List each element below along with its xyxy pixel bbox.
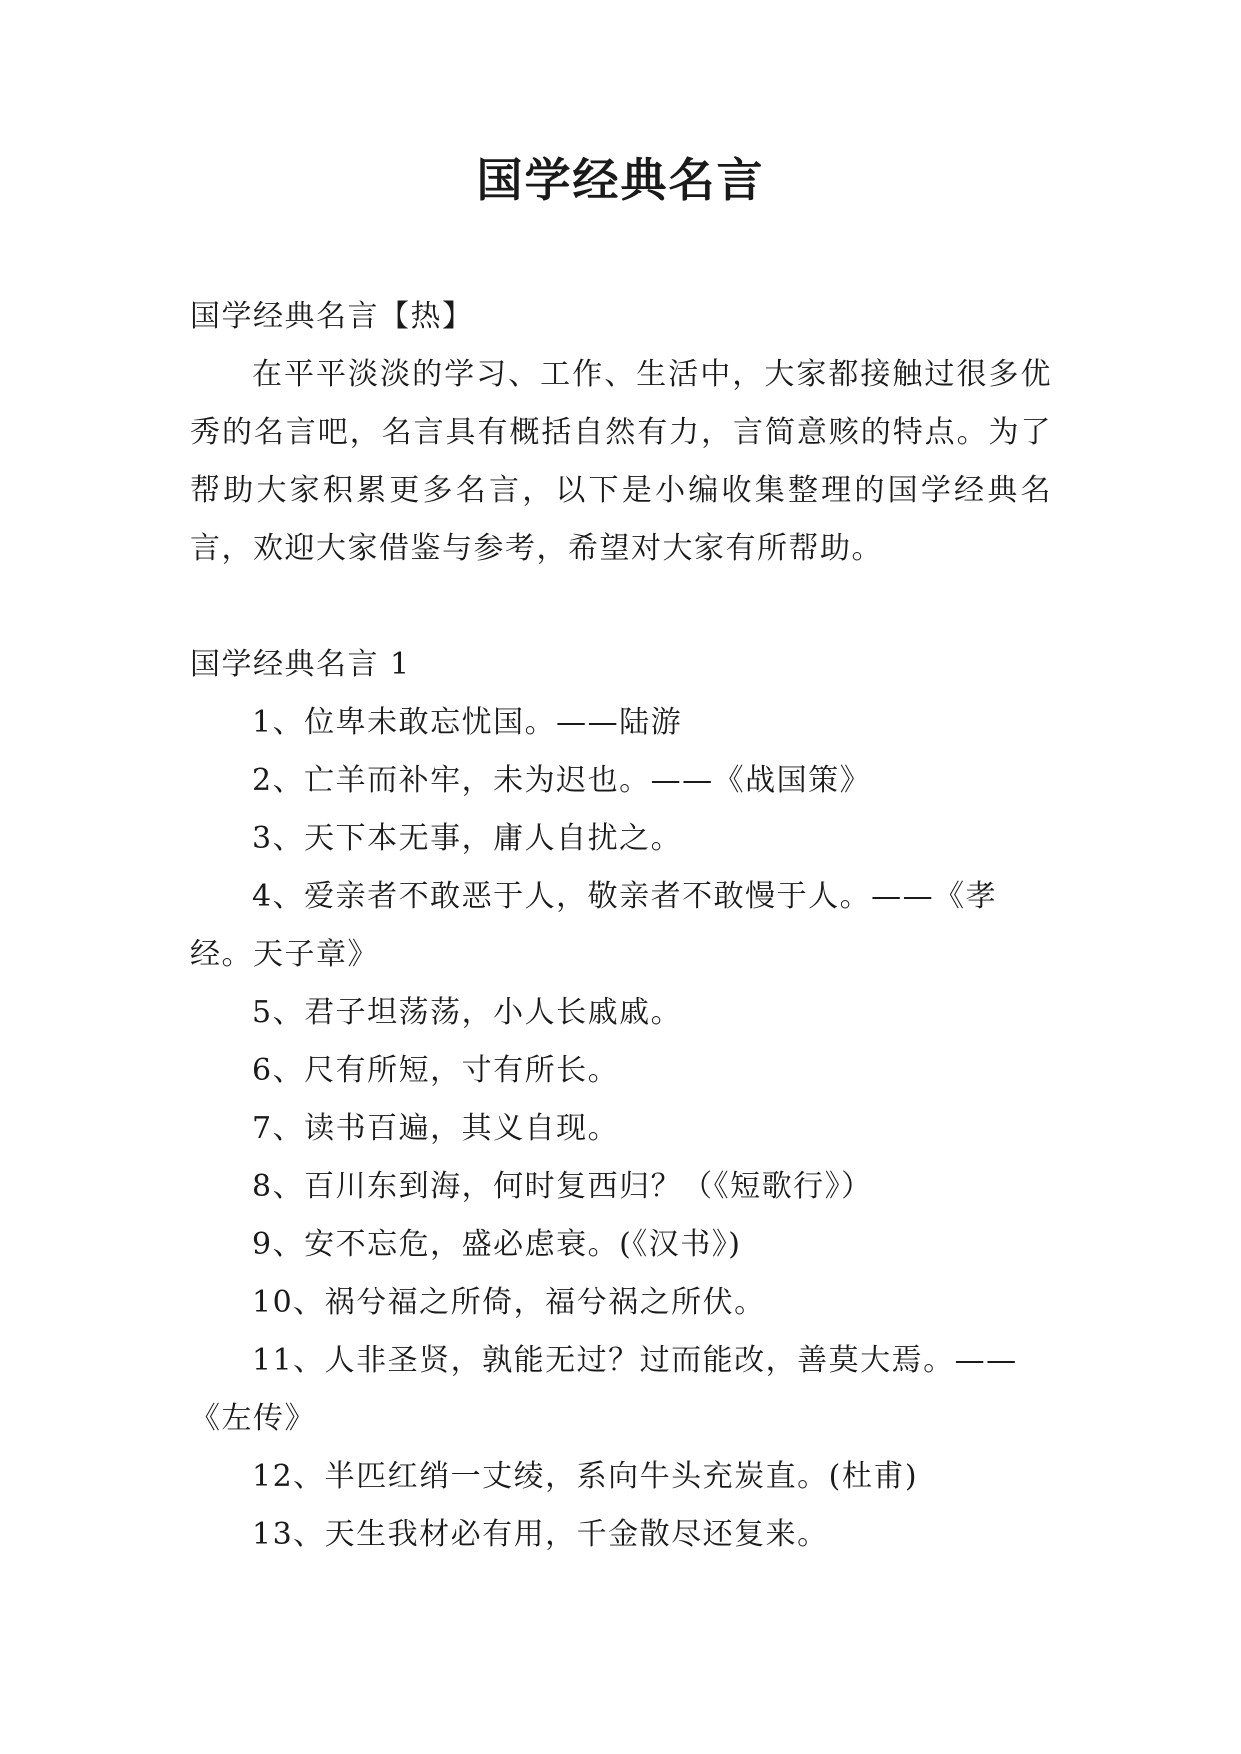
quote-item: 4、爱亲者不敢恶于人，敬亲者不敢慢于人。——《孝经。天子章》 — [190, 879, 998, 972]
quote-item: 10、祸兮福之所倚，福兮祸之所伏。 — [252, 1285, 766, 1320]
intro-heading: 国学经典名言【热】 — [190, 299, 474, 334]
quote-item: 7、读书百遍，其义自现。 — [252, 1111, 620, 1146]
quote-item: 11、人非圣贤，孰能无过？过而能改，善莫大焉。——《左传》 — [190, 1343, 1018, 1436]
paragraph-spacer — [190, 578, 1052, 636]
quote-item: 5、君子坦荡荡，小人长戚戚。 — [252, 995, 683, 1030]
quote-item: 2、亡羊而补牢，未为迟也。——《战国策》 — [252, 763, 872, 798]
document-body — [190, 288, 1052, 1564]
document-title: 国学经典名言 — [476, 153, 765, 207]
quote-item: 13、天生我材必有用，千金散尽还复来。 — [252, 1517, 829, 1552]
intro-paragraph: 在平平淡淡的学习、工作、生活中，大家都接触过很多优秀的名言吧，名言具有概括自然有力，言简意赅的特点。为了帮助大家积累更多名言，以下是小编收集整理的国学经典名言，欢迎大家借鉴与参考，希望对大家有所帮助。 — [190, 357, 1052, 566]
quote-item: 12、半匹红绡一丈绫，系向牛头充炭直。(杜甫) — [252, 1459, 919, 1494]
section-heading: 国学经典名言 1 — [190, 647, 411, 682]
quote-item: 9、安不忘危，盛必虑衰。(《汉书》) — [252, 1227, 742, 1262]
quote-item: 6、尺有所短，寸有所长。 — [252, 1053, 620, 1088]
quote-item: 3、天下本无事，庸人自扰之。 — [252, 821, 683, 856]
quote-item: 1、位卑未敢忘忧国。——陆游 — [252, 705, 683, 740]
quote-item: 8、百川东到海，何时复西归？（《短歌行》） — [252, 1169, 873, 1204]
